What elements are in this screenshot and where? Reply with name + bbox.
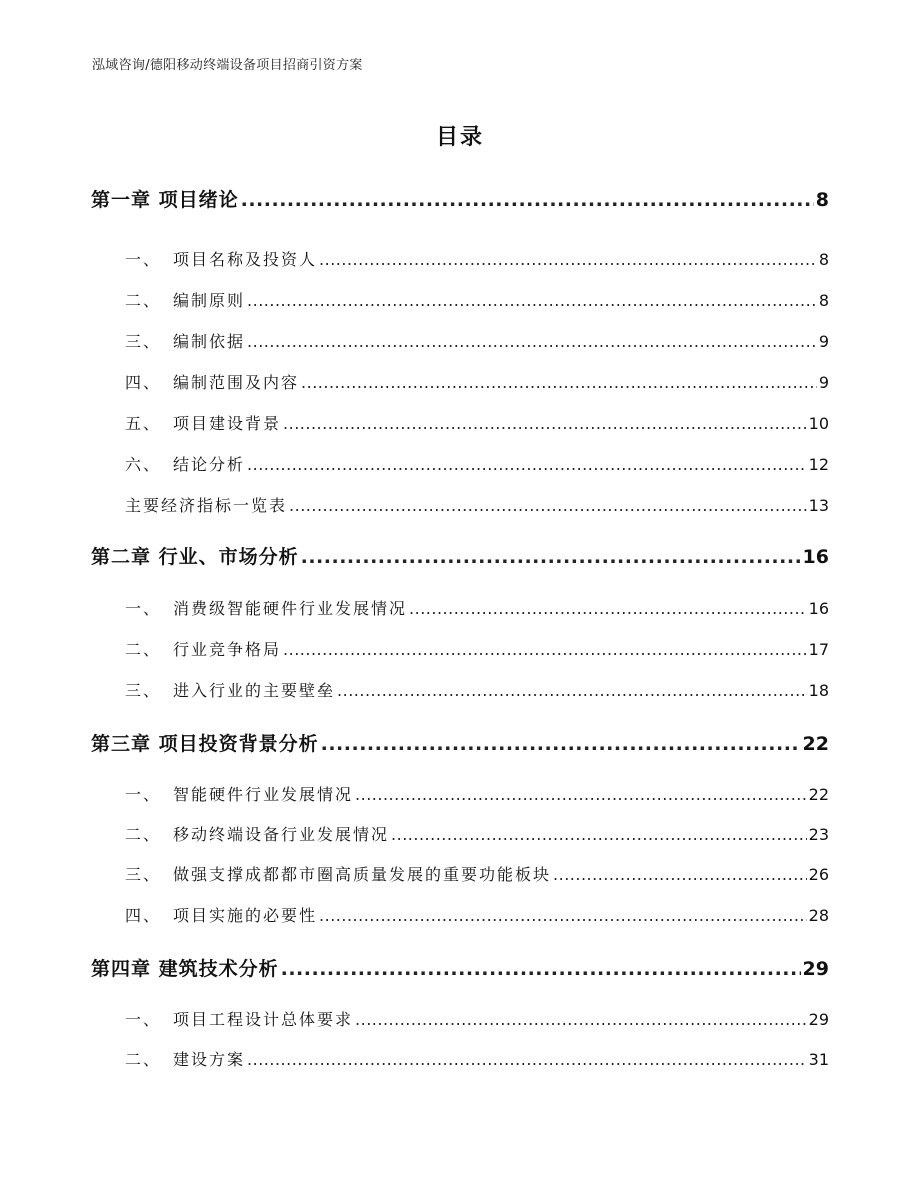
dot-leader xyxy=(247,1050,807,1069)
section-title: 消费级智能硬件行业发展情况 xyxy=(173,599,408,618)
section-number: 三、 xyxy=(125,681,162,700)
entry-label xyxy=(125,411,281,434)
dot-leader xyxy=(241,189,814,211)
toc-section-entry[interactable] xyxy=(125,782,829,805)
toc-section-entry[interactable] xyxy=(125,678,829,701)
entry-page-number: 23 xyxy=(808,825,829,844)
toc-section-entry[interactable] xyxy=(125,903,829,926)
section-title: 项目名称及投资人 xyxy=(173,250,318,269)
toc-chapter-entry[interactable] xyxy=(91,729,829,756)
section-title: 编制范围及内容 xyxy=(173,373,300,392)
dot-leader xyxy=(247,455,807,474)
dot-leader xyxy=(409,599,807,618)
entry-label xyxy=(125,329,245,352)
toc-section-entry[interactable] xyxy=(125,822,829,845)
section-title: 建设方案 xyxy=(173,1050,246,1069)
entry-page-number: 29 xyxy=(802,958,829,980)
entry-page-number: 17 xyxy=(808,640,829,659)
toc-section-entry[interactable] xyxy=(125,1047,829,1070)
section-number: 二、 xyxy=(125,291,162,310)
dot-leader xyxy=(391,825,807,844)
dot-leader xyxy=(337,681,807,700)
section-title: 项目工程设计总体要求 xyxy=(173,1010,354,1029)
entry-label xyxy=(125,1047,245,1070)
section-number: 五、 xyxy=(125,414,162,433)
entry-label xyxy=(125,596,407,619)
section-title: 行业竞争格局 xyxy=(173,640,282,659)
section-title: 主要经济指标一览表 xyxy=(125,496,288,515)
entry-page-number: 8 xyxy=(815,189,829,211)
section-number: 六、 xyxy=(125,455,162,474)
toc-section-entry[interactable] xyxy=(125,411,829,434)
dot-leader xyxy=(355,785,807,804)
section-number: 四、 xyxy=(125,906,162,925)
entry-page-number: 31 xyxy=(808,1050,829,1069)
section-title: 项目建设背景 xyxy=(173,414,282,433)
entry-page-number: 8 xyxy=(818,291,829,310)
section-title: 智能硬件行业发展情况 xyxy=(173,785,354,804)
entry-label: 第三章 项目投资背景分析 xyxy=(91,733,319,755)
dot-leader xyxy=(283,414,807,433)
entry-label xyxy=(125,862,551,885)
dot-leader xyxy=(301,373,817,392)
entry-page-number: 28 xyxy=(808,906,829,925)
section-number: 四、 xyxy=(125,373,162,392)
section-title: 编制原则 xyxy=(173,291,246,310)
toc-section-entry[interactable] xyxy=(125,452,829,475)
entry-label: 第四章 建筑技术分析 xyxy=(91,958,279,980)
dot-leader xyxy=(283,640,807,659)
entry-label xyxy=(125,452,245,475)
dot-leader xyxy=(281,958,801,980)
section-number: 三、 xyxy=(125,332,162,351)
dot-leader xyxy=(319,906,807,925)
toc-chapter-entry[interactable] xyxy=(91,185,829,212)
toc-chapter-entry[interactable] xyxy=(91,542,829,569)
entry-label: 第二章 行业、市场分析 xyxy=(91,546,299,568)
section-number: 三、 xyxy=(125,865,162,884)
dot-leader xyxy=(321,733,801,755)
toc-section-entry[interactable] xyxy=(125,1007,829,1030)
entry-label xyxy=(125,822,389,845)
toc-section-entry[interactable] xyxy=(125,596,829,619)
entry-label xyxy=(125,288,245,311)
dot-leader xyxy=(355,1010,807,1029)
entry-page-number: 16 xyxy=(802,546,829,568)
entry-page-number: 9 xyxy=(818,332,829,351)
dot-leader xyxy=(319,250,817,269)
toc-section-entry[interactable] xyxy=(125,493,829,516)
entry-page-number: 18 xyxy=(808,681,829,700)
entry-label xyxy=(125,1007,353,1030)
entry-label xyxy=(125,678,335,701)
section-number: 一、 xyxy=(125,250,162,269)
section-title: 做强支撑成都都市圈高质量发展的重要功能板块 xyxy=(173,865,552,884)
entry-label xyxy=(125,370,299,393)
toc-section-entry[interactable] xyxy=(125,637,829,660)
entry-label xyxy=(125,493,287,516)
entry-page-number: 13 xyxy=(808,496,829,515)
entry-page-number: 8 xyxy=(818,250,829,269)
section-number: 一、 xyxy=(125,1010,162,1029)
dot-leader xyxy=(553,865,807,884)
entry-page-number: 22 xyxy=(802,733,829,755)
entry-label xyxy=(125,637,281,660)
toc-section-entry[interactable] xyxy=(125,862,829,885)
section-title: 编制依据 xyxy=(173,332,246,351)
dot-leader xyxy=(247,332,817,351)
entry-page-number: 16 xyxy=(808,599,829,618)
entry-page-number: 22 xyxy=(808,785,829,804)
section-title: 项目实施的必要性 xyxy=(173,906,318,925)
entry-label xyxy=(125,903,317,926)
entry-label xyxy=(125,782,353,805)
section-number: 二、 xyxy=(125,1050,162,1069)
toc-title: 目录 xyxy=(435,125,484,150)
toc-section-entry[interactable] xyxy=(125,370,829,393)
toc-section-entry[interactable] xyxy=(125,288,829,311)
section-title: 移动终端设备行业发展情况 xyxy=(173,825,390,844)
running-header: 泓域咨询/德阳移动终端设备项目招商引资方案 xyxy=(92,58,363,73)
entry-page-number: 9 xyxy=(818,373,829,392)
section-title: 进入行业的主要壁垒 xyxy=(173,681,336,700)
toc-section-entry[interactable] xyxy=(125,329,829,352)
section-number: 二、 xyxy=(125,825,162,844)
entry-page-number: 29 xyxy=(808,1010,829,1029)
section-number: 一、 xyxy=(125,599,162,618)
dot-leader xyxy=(301,546,801,568)
entry-label xyxy=(125,247,317,270)
section-number: 一、 xyxy=(125,785,162,804)
entry-page-number: 10 xyxy=(808,414,829,433)
toc-chapter-entry[interactable] xyxy=(91,954,829,981)
dot-leader xyxy=(247,291,817,310)
entry-page-number: 26 xyxy=(808,865,829,884)
toc-section-entry[interactable] xyxy=(125,247,829,270)
dot-leader xyxy=(289,496,807,515)
section-title: 结论分析 xyxy=(173,455,246,474)
entry-label: 第一章 项目绪论 xyxy=(91,189,239,211)
section-number: 二、 xyxy=(125,640,162,659)
entry-page-number: 12 xyxy=(808,455,829,474)
